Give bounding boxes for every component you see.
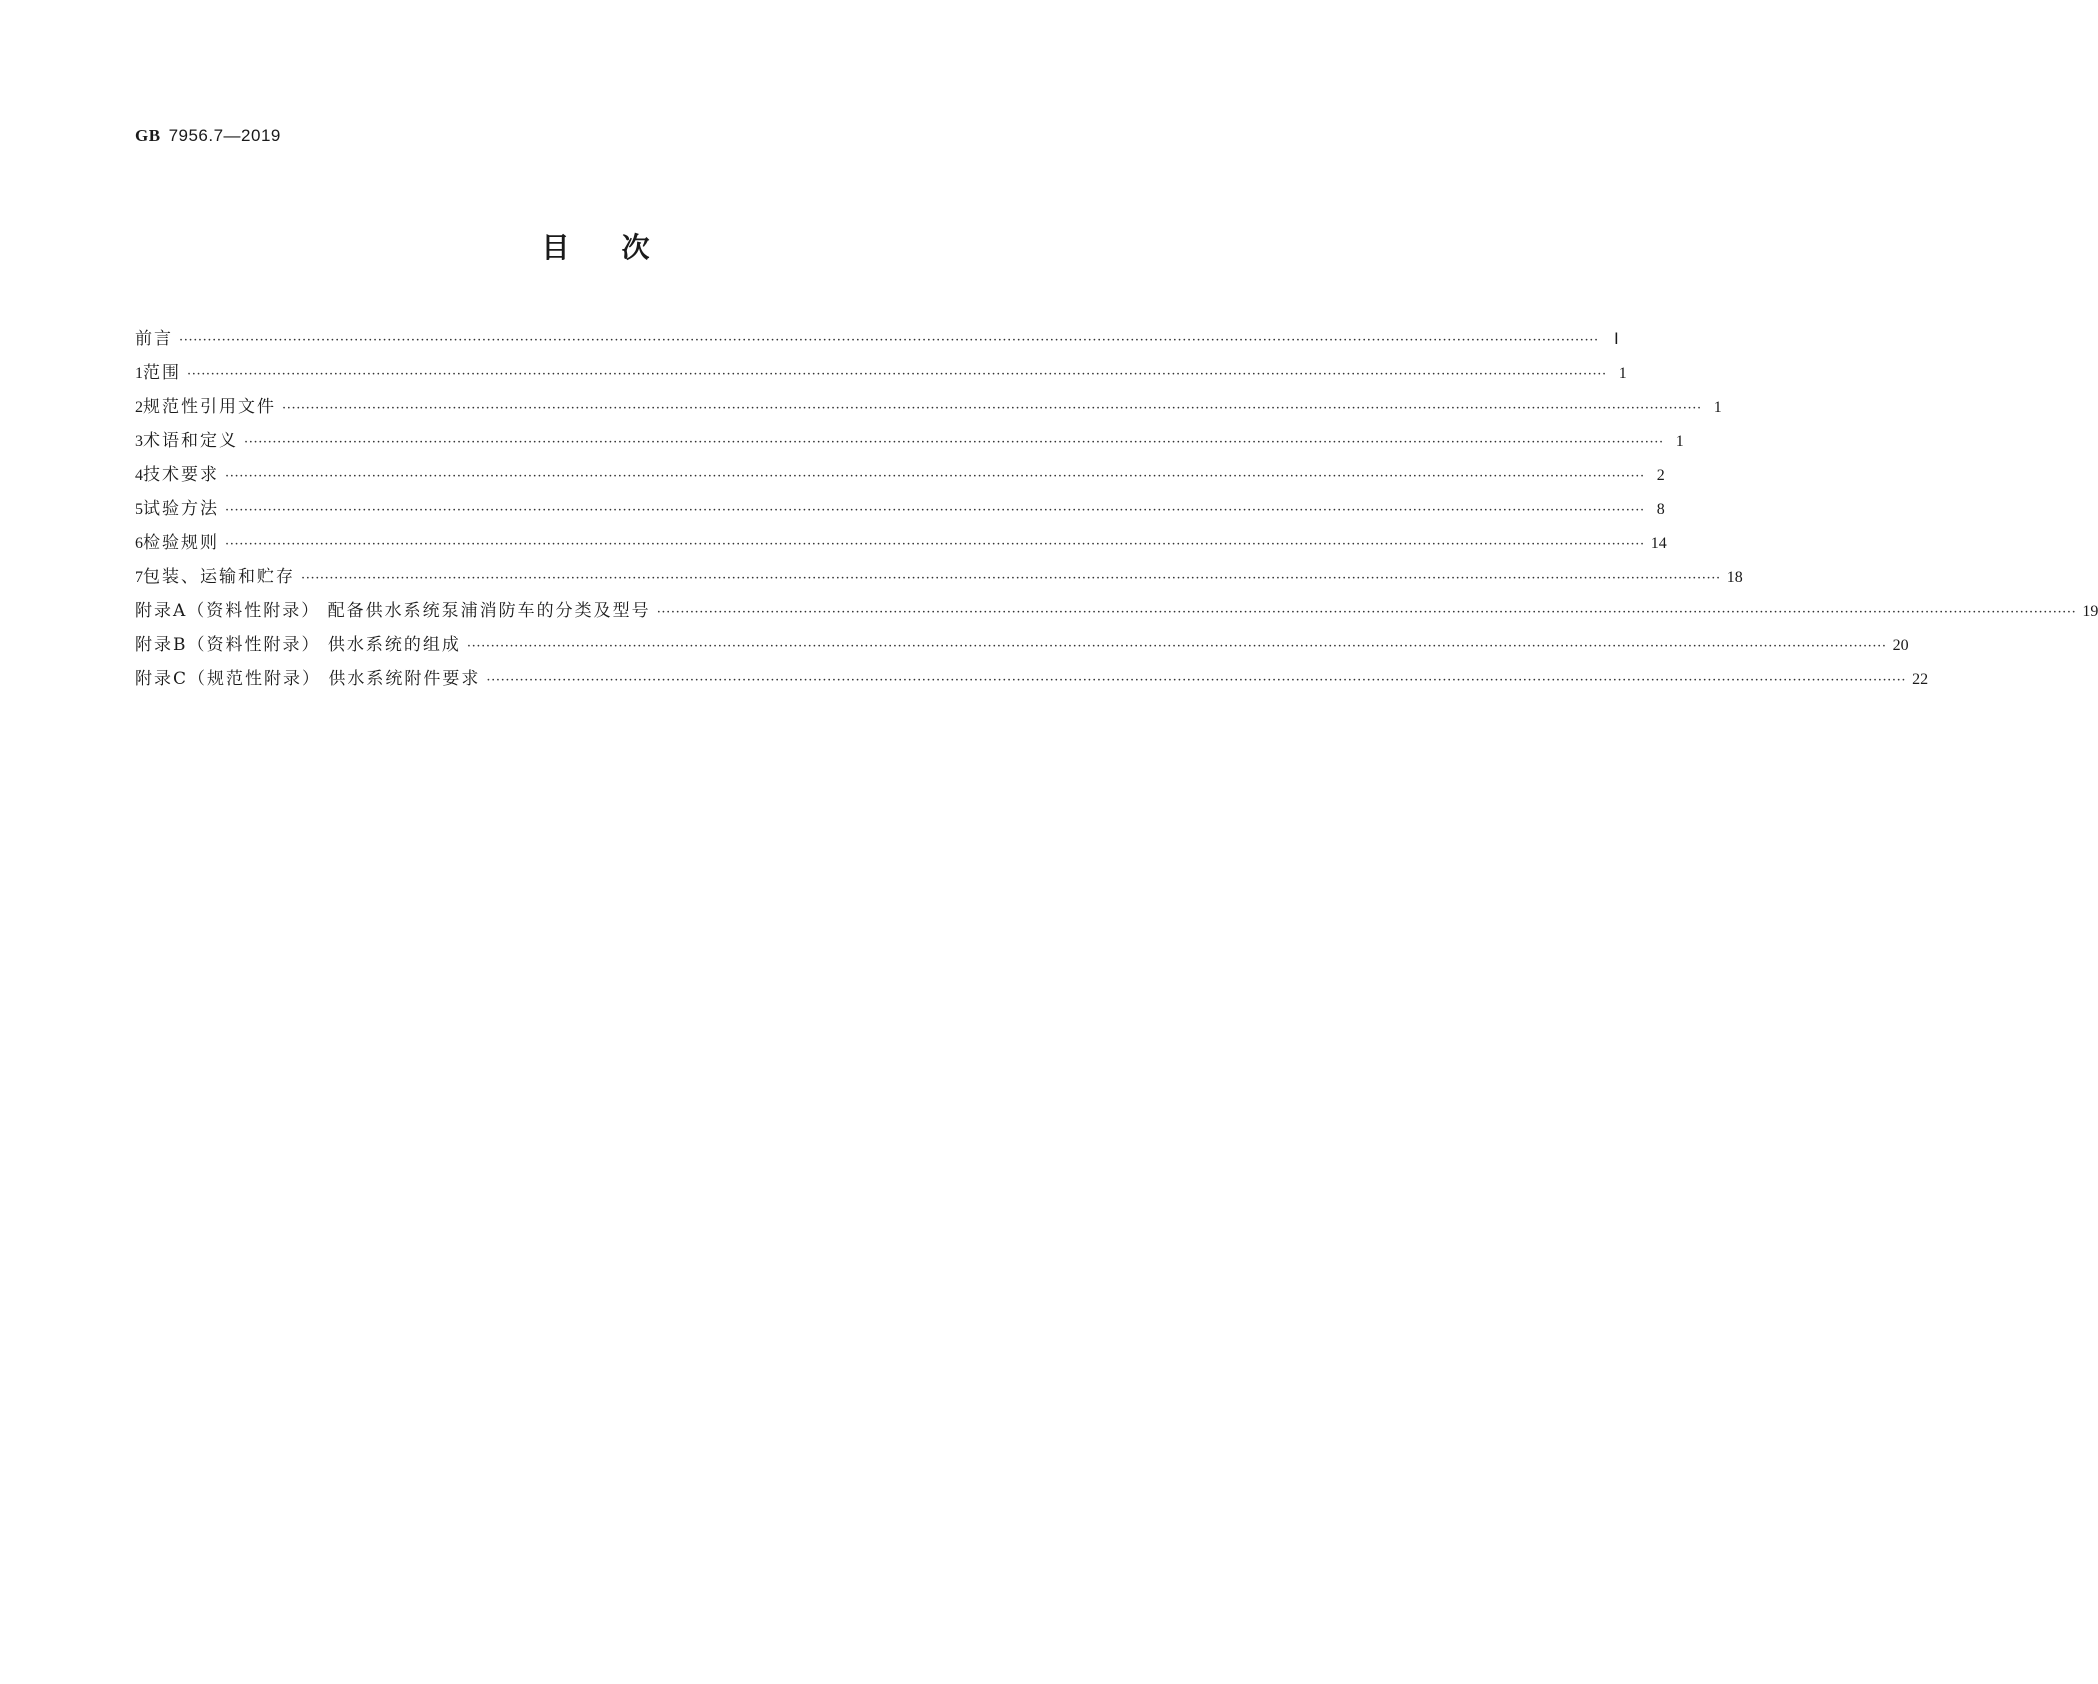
toc-entry-page: 19 [2082, 603, 2098, 620]
toc-leader-dots: ············································································································································································································································································································ [225, 503, 1645, 518]
standard-code [135, 126, 281, 146]
toc-entry-number: 1 [135, 365, 143, 382]
toc-entry-page: 1 [1618, 365, 1627, 382]
toc-leader-dots: ············································································································································································································································································································ [301, 571, 1721, 586]
toc-entry-title: 附录B（资料性附录） 供水系统的组成 [135, 635, 461, 655]
toc-entry-number: 7 [135, 569, 143, 586]
toc-entry-page: 8 [1656, 501, 1665, 518]
toc-leader-dots: ············································································································································································································································································································ [282, 401, 1702, 416]
toc-leader-dots: ············································································································································································································································································································ [225, 469, 1645, 484]
toc-entry-packaging-transport-storage[interactable] [135, 562, 1743, 588]
toc-leader-dots: ············································································································································································································································································································ [486, 673, 1907, 688]
toc-leader-dots: ············································································································································································································································································································ [179, 333, 1599, 348]
toc-entry-number: 4 [135, 467, 143, 484]
toc-entry-foreword[interactable] [135, 324, 1619, 350]
toc-entry-title: 范围 [143, 363, 181, 383]
toc-entry-number: 3 [135, 433, 143, 450]
toc-entry-title: 附录C（规范性附录） 供水系统附件要求 [135, 669, 481, 689]
toc-entry-title: 包装、运输和贮存 [143, 567, 295, 587]
toc-entry-scope[interactable] [135, 358, 1627, 384]
toc-entry-terms-definitions[interactable] [135, 426, 1684, 452]
toc-entry-page: 20 [1892, 637, 1909, 654]
toc-entry-title: 技术要求 [143, 465, 219, 485]
toc-entry-title: 规范性引用文件 [143, 397, 276, 417]
toc-entry-page: 14 [1650, 535, 1667, 552]
toc-entry-test-methods[interactable] [135, 494, 1665, 520]
toc-leader-dots: ············································································································································································································································································································ [187, 367, 1607, 382]
toc-entry-page: 22 [1912, 671, 1929, 688]
toc-entry-number: 2 [135, 399, 143, 416]
toc-entry-title: 检验规则 [143, 533, 219, 553]
toc-leader-dots: ············································································································································································································································································································ [466, 639, 1887, 654]
toc-entry-title: 附录A（资料性附录） 配备供水系统泵浦消防车的分类及型号 [135, 601, 651, 621]
toc-entry-page: 1 [1675, 433, 1684, 450]
toc-entry-technical-requirements[interactable] [135, 460, 1665, 486]
toc-leader-dots: ············································································································································································································································································································ [244, 435, 1664, 450]
toc-entry-page: 1 [1713, 399, 1722, 416]
toc-entry-title: 前言 [135, 329, 173, 349]
standard-prefix: GB [135, 126, 161, 145]
toc-entry-number: 5 [135, 501, 143, 518]
toc-entry-normative-references[interactable] [135, 392, 1722, 418]
toc-entry-annex-c[interactable] [135, 664, 1929, 690]
toc-entry-annex-b[interactable] [135, 630, 1909, 656]
toc-entry-annex-a[interactable] [135, 596, 2098, 622]
toc-entry-page: 18 [1726, 569, 1743, 586]
toc-entry-number: 6 [135, 535, 143, 552]
toc-entry-title: 术语和定义 [143, 431, 238, 451]
toc-entry-inspection-rules[interactable] [135, 528, 1667, 554]
toc-leader-dots: ············································································································································································································································································································ [656, 605, 2077, 620]
toc-leader-dots: ············································································································································································································································································································ [225, 537, 1645, 552]
toc-entry-page: Ⅰ [1613, 331, 1619, 348]
page-title: 目次 [541, 231, 702, 264]
toc-entry-page: 2 [1656, 467, 1665, 484]
standard-number: 7956.7—2019 [168, 126, 281, 145]
toc-entry-title: 试验方法 [143, 499, 219, 519]
